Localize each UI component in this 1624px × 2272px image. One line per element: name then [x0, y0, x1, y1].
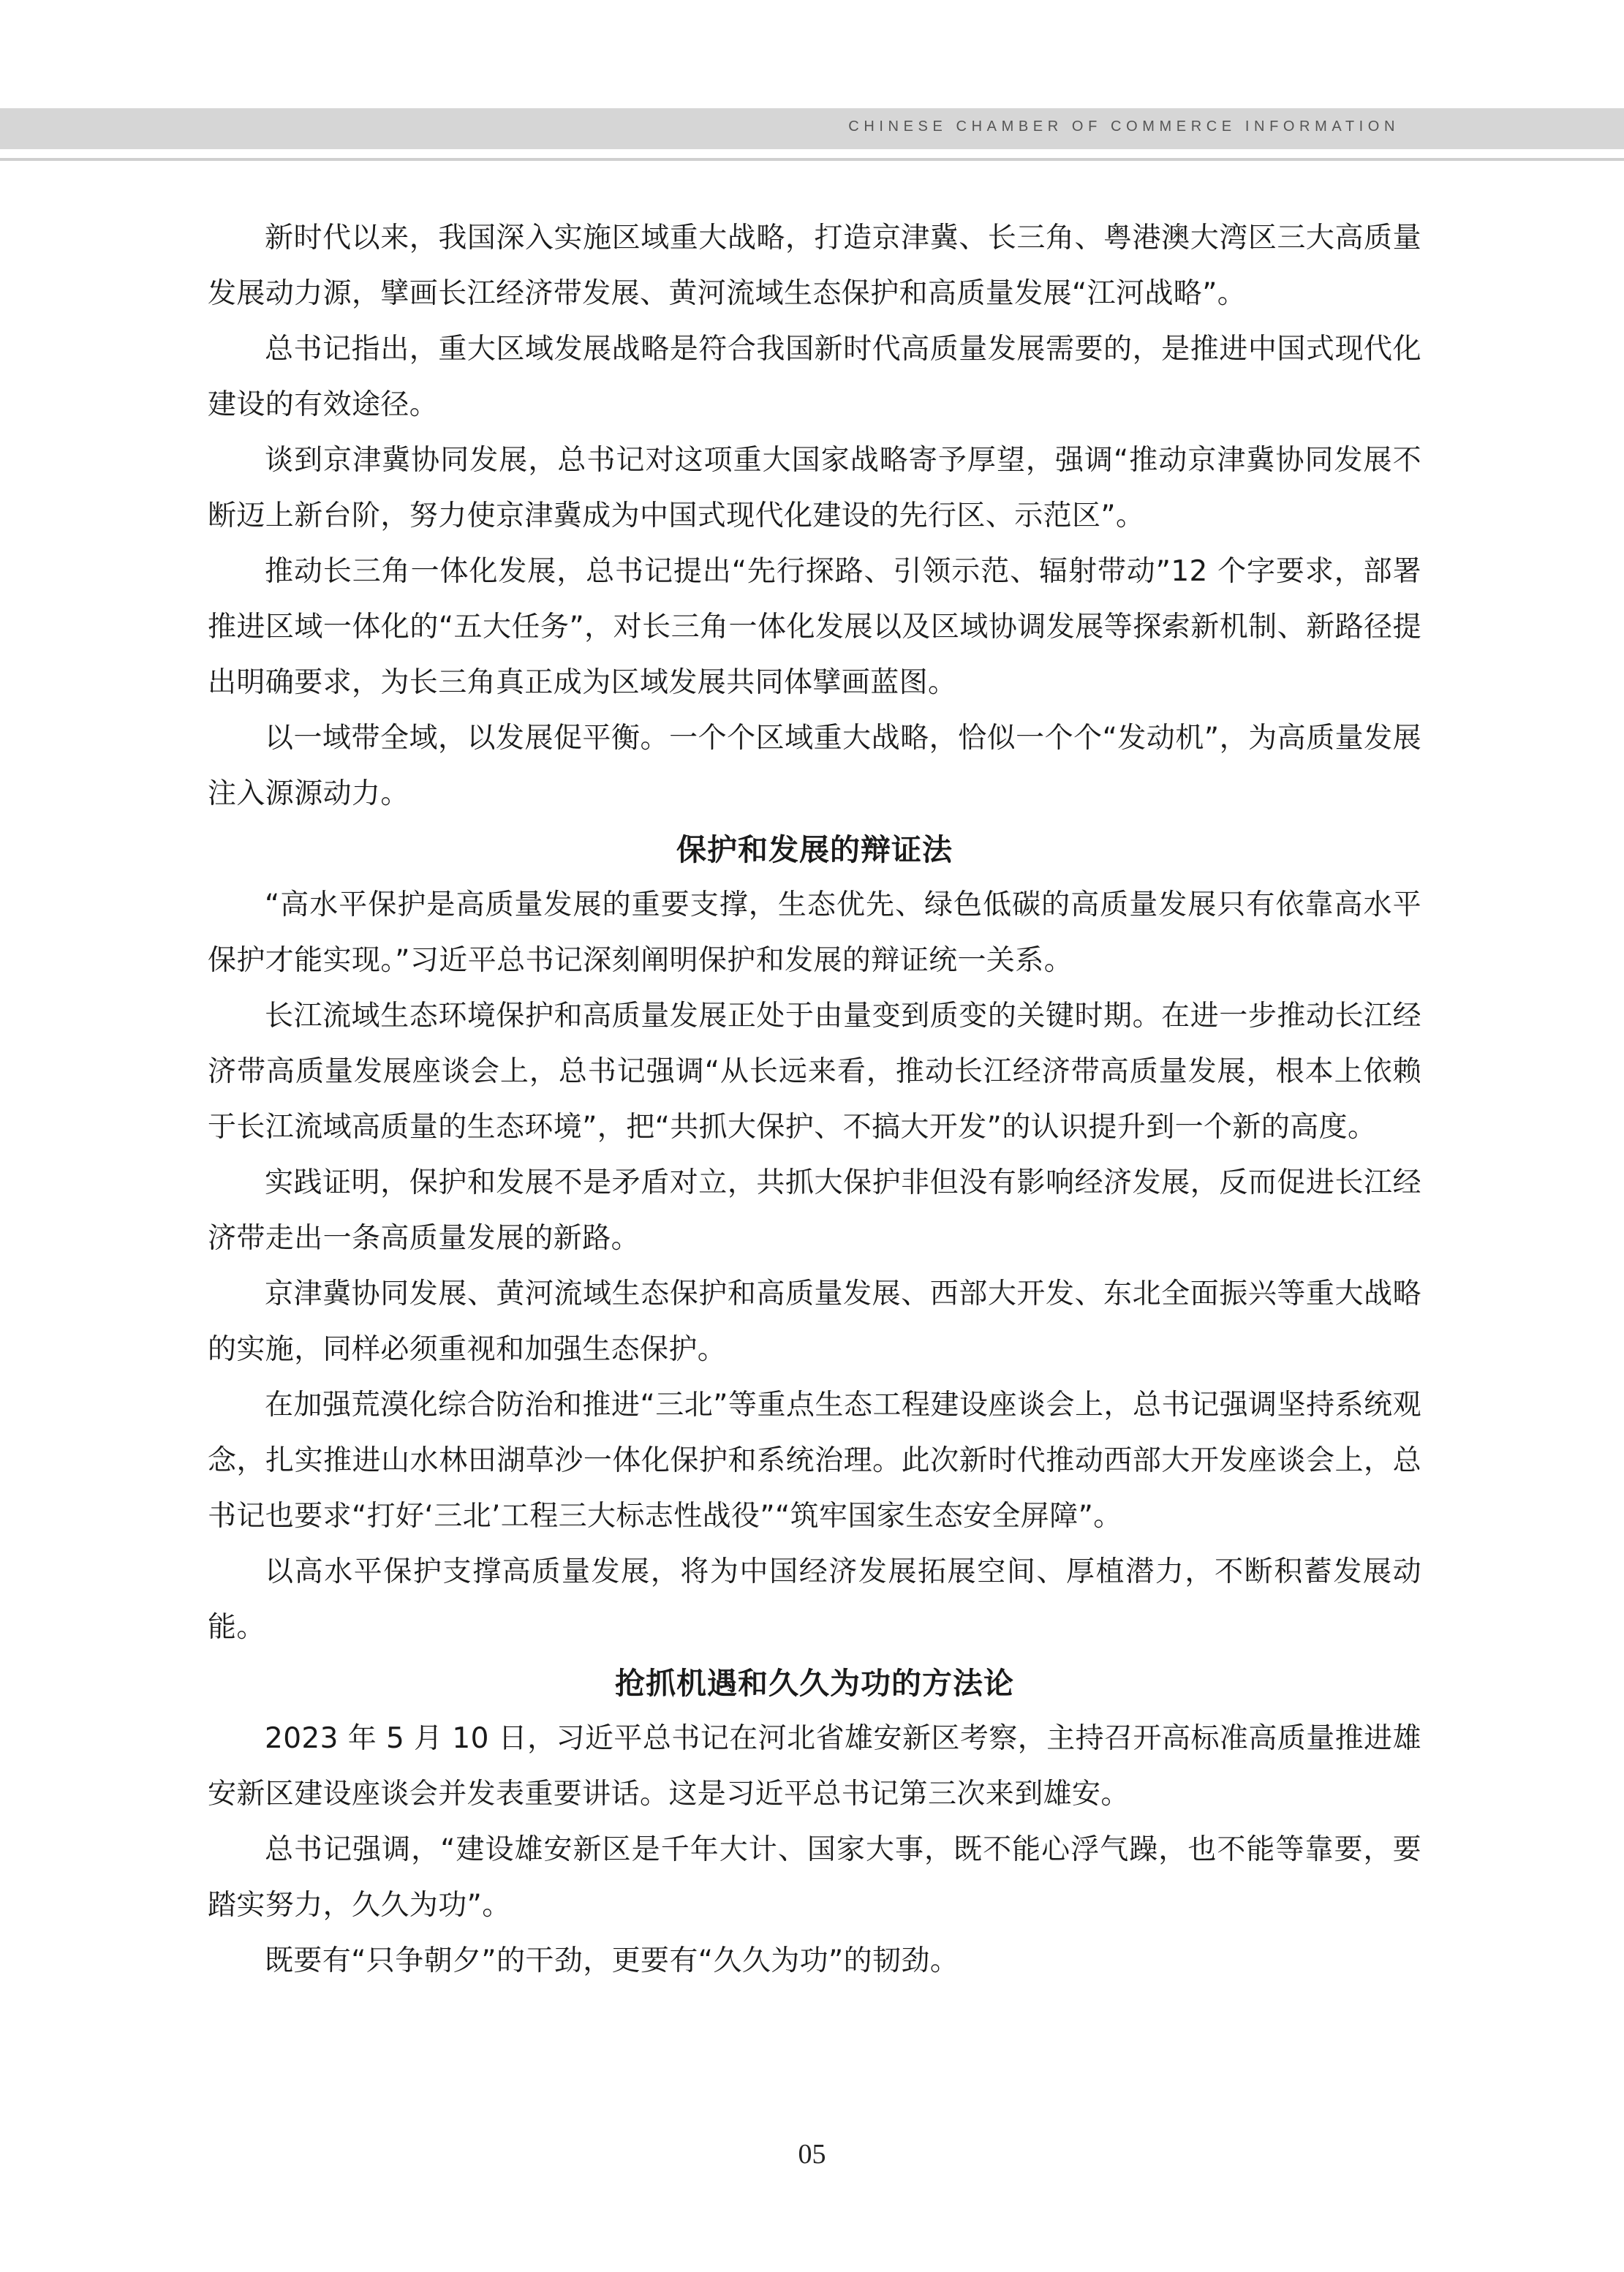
paragraph: 以一域带全域，以发展促平衡。一个个区域重大战略，恰似一个个“发动机”，为高质量发展注入源源动力。 — [208, 722, 1421, 810]
paragraph: 在加强荒漠化综合防治和推进“三北”等重点生态工程建设座谈会上，总书记强调坚持系统观念，扎实推进山水林田湖草沙一体化保护和系统治理。此次新时代推动西部大开发座谈会上，总书记也要求“打好‘三北’工程三大标志性战役”“筑牢国家生态安全屏障”。 — [208, 1389, 1421, 1533]
article-body — [208, 211, 1421, 1989]
paragraph: 谈到京津冀协同发展，总书记对这项重大国家战略寄予厚望，强调“推动京津冀协同发展不断迈上新台阶，努力使京津冀成为中国式现代化建设的先行区、示范区”。 — [208, 444, 1421, 532]
paragraph: 推动长三角一体化发展，总书记提出“先行探路、引领示范、辐射带动”12 个字要求，部署推进区域一体化的“五大任务”，对长三角一体化发展以及区域协调发展等探索新机制、新路径提出明确要求，为长三角真正成为区域发展共同体擘画蓝图。 — [208, 555, 1421, 699]
paragraph: 以高水平保护支撑高质量发展，将为中国经济发展拓展空间、厚植潜力，不断积蓄发展动能。 — [208, 1555, 1421, 1644]
paragraph: 既要有“只争朝夕”的干劲，更要有“久久为功”的韧劲。 — [265, 1944, 959, 1977]
paragraph: 总书记指出，重大区域发展战略是符合我国新时代高质量发展需要的，是推进中国式现代化建设的有效途径。 — [208, 333, 1421, 421]
paragraph: 实践证明，保护和发展不是矛盾对立，共抓大保护非但没有影响经济发展，反而促进长江经济带走出一条高质量发展的新路。 — [208, 1166, 1421, 1255]
running-header: CHINESE CHAMBER OF COMMERCE INFORMATION — [848, 118, 1400, 135]
section-heading: 抢抓机遇和久久为功的方法论 — [615, 1666, 1014, 1701]
section-heading: 保护和发展的辩证法 — [676, 832, 953, 867]
paragraph: 新时代以来，我国深入实施区域重大战略，打造京津冀、长三角、粤港澳大湾区三大高质量发展动力源，擘画长江经济带发展、黄河流域生态保护和高质量发展“江河战略”。 — [208, 222, 1421, 310]
paragraph: 长江流域生态环境保护和高质量发展正处于由量变到质变的关键时期。在进一步推动长江经济带高质量发展座谈会上，总书记强调“从长远来看，推动长江经济带高质量发展，根本上依赖于长江流域高质量的生态环境”，把“共抓大保护、不搞大开发”的认识提升到一个新的高度。 — [208, 1000, 1421, 1144]
page-number: 05 — [798, 2139, 826, 2170]
paragraph: 京津冀协同发展、黄河流域生态保护和高质量发展、西部大开发、东北全面振兴等重大战略的实施，同样必须重视和加强生态保护。 — [208, 1277, 1421, 1366]
paragraph: 2023 年 5 月 10 日，习近平总书记在河北省雄安新区考察，主持召开高标准高质量推进雄安新区建设座谈会并发表重要讲话。这是习近平总书记第三次来到雄安。 — [208, 1722, 1421, 1811]
paragraph: 总书记强调，“建设雄安新区是千年大计、国家大事，既不能心浮气躁，也不能等靠要，要踏实努力，久久为功”。 — [208, 1833, 1421, 1922]
header-divider — [0, 158, 1624, 161]
paragraph: “高水平保护是高质量发展的重要支撑，生态优先、绿色低碳的高质量发展只有依靠高水平保护才能实现。”习近平总书记深刻阐明保护和发展的辩证统一关系。 — [208, 888, 1421, 977]
